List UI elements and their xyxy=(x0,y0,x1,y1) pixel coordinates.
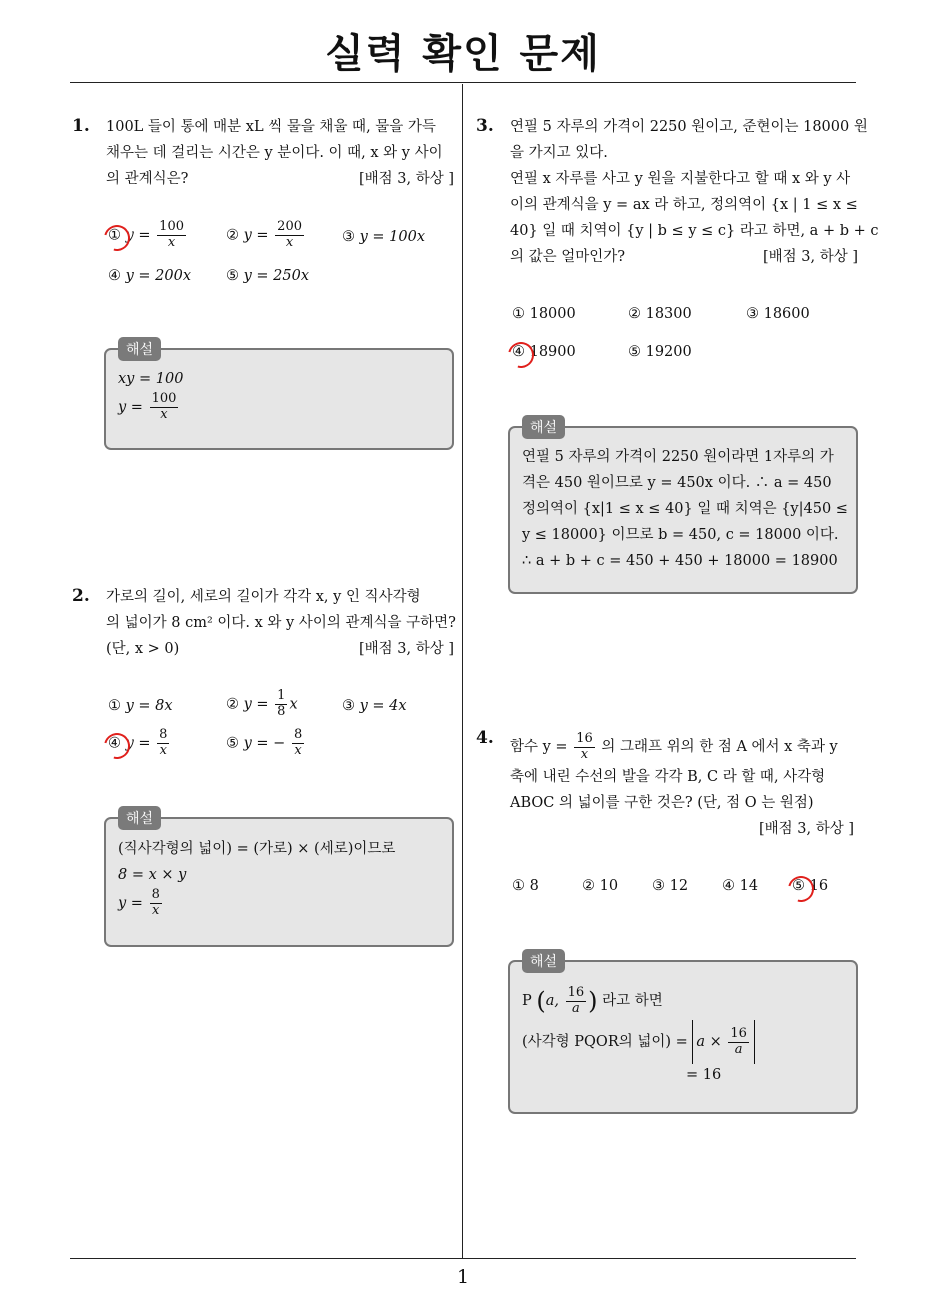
question-line: 40} 일 때 치역이 {y | b ≤ y ≤ c} 라고 하면, a + b + c xyxy=(510,223,879,239)
question-line: 연필 5 자루의 가격이 2250 원이고, 준현이는 18000 원 xyxy=(510,119,868,135)
question-line: 의 값은 얼마인가? xyxy=(510,249,626,265)
question-line: 채우는 데 걸리는 시간은 y 분이다. 이 때, x 와 y 사이 xyxy=(106,145,443,161)
question-text xyxy=(106,584,454,662)
question-number: 2. xyxy=(72,586,90,606)
solution-text: P (a, $\frac{16}{a}$ ) 라고 하면 (사각형 PQOR의 넓이) = a × $\frac{16}{a}$ = 16 xyxy=(522,982,755,1086)
answer-mark-circle xyxy=(503,337,539,373)
option-4[interactable]: ④ y = 200x xyxy=(108,268,192,284)
page-number: 1 xyxy=(456,1266,470,1288)
question-number: 1. xyxy=(72,116,90,136)
option-3[interactable]: ③ y = 100x xyxy=(342,229,426,245)
question-line: 의 넓이가 8 cm² 이다. x 와 y 사이의 관계식을 구하면? xyxy=(106,615,456,631)
question-line: 가로의 길이, 세로의 길이가 각각 x, y 인 직사각형 xyxy=(106,589,421,605)
option-5[interactable]: ⑤ 16 xyxy=(792,878,829,894)
option-4[interactable]: ④ 18900 xyxy=(512,344,576,360)
option-2[interactable]: ② y = $\frac{200}{x}$ xyxy=(226,219,302,250)
option-2[interactable]: ② y = $\frac{1}{8}$ x xyxy=(226,688,298,719)
question-line: 의 관계식은? xyxy=(106,171,189,187)
solution-label: 해설 xyxy=(522,415,565,439)
option-3[interactable]: ③ 18600 xyxy=(746,306,810,322)
option-3[interactable]: ③ 12 xyxy=(652,878,689,894)
question-line: ABOC 의 넓이를 구한 것은? (단, 점 O 는 원점) xyxy=(510,795,814,811)
option-3[interactable]: ③ y = 4x xyxy=(342,698,407,714)
score-label: [배점 3, 하상 ] xyxy=(358,641,454,657)
column-divider xyxy=(462,84,463,1258)
question-text xyxy=(510,114,879,270)
question-line: (단, x > 0) xyxy=(106,641,180,657)
solution-label: 해설 xyxy=(118,806,161,830)
question-text xyxy=(106,114,454,192)
option-2[interactable]: ② 10 xyxy=(582,878,619,894)
option-5[interactable]: ⑤ y = 250x xyxy=(226,268,310,284)
question-number: 3. xyxy=(476,116,494,136)
question-line: 축에 내린 수선의 발을 각각 B, C 라 할 때, 사각형 xyxy=(510,769,826,785)
question-line: 100L 들이 통에 매분 xL 씩 물을 채울 때, 물을 가득 xyxy=(106,119,436,135)
question-number: 4. xyxy=(476,728,494,748)
option-1[interactable]: ① y = 8x xyxy=(108,698,173,714)
option-1[interactable]: ① 8 xyxy=(512,878,539,894)
score-label: [배점 3, 하상 ] xyxy=(762,249,858,265)
bottom-rule xyxy=(70,1258,856,1259)
question-line: 을 가지고 있다. xyxy=(510,145,608,161)
solution-text: 연필 5 자루의 가격이 2250 원이라면 1자루의 가 격은 450 원이므로 y = 450x 이다. ∴ a = 450 정의역이 {x|1 ≤ x ≤ 40} 일 때 치역은 {y|450 ≤ y ≤ 18000} 이므로 b = 450, c = 18000 이다. ∴ a + b + c = 450 + 450 + 18000 = 18900 xyxy=(522,449,848,569)
question-line: 연필 x 자루를 사고 y 원을 지불한다고 할 때 x 와 y 사 xyxy=(510,171,851,187)
score-label: [배점 3, 하상 ] xyxy=(758,821,854,837)
option-4[interactable]: ④ 14 xyxy=(722,878,759,894)
score-label: [배점 3, 하상 ] xyxy=(358,171,454,187)
option-1[interactable]: ① 18000 xyxy=(512,306,576,322)
option-1[interactable]: ① y = $\frac{100}{x}$ xyxy=(108,219,184,250)
question-line: 이의 관계식을 y = ax 라 하고, 정의역이 {x | 1 ≤ x ≤ xyxy=(510,197,858,213)
solution-label: 해설 xyxy=(522,949,565,973)
solution-label: 해설 xyxy=(118,337,161,361)
answer-mark-circle xyxy=(783,871,819,907)
option-5[interactable]: ⑤ y = − $\frac{8}{x}$ xyxy=(226,727,303,758)
solution-text: xy = 100 y = $\frac{100}{x}$ xyxy=(118,371,184,422)
option-2[interactable]: ② 18300 xyxy=(628,306,692,322)
question-text: 함수 y = $\frac{16}{x}$ 의 그래프 위의 한 점 A 에서 x 축과 y 축에 내린 수선의 발을 각각 B, C 라 할 때, 사각형 ABOC 의 넓이를 구한 것은? (단, 점 O 는 원점) [배점 3, 하상 ] xyxy=(510,730,858,842)
top-rule xyxy=(70,82,856,83)
page-title: 실력 확인 문제 xyxy=(325,31,601,77)
option-5[interactable]: ⑤ 19200 xyxy=(628,344,692,360)
option-4[interactable]: ④ y = $\frac{8}{x}$ xyxy=(108,727,168,758)
solution-text: (직사각형의 넓이) = (가로) × (세로)이므로 8 = x × y y = $\frac{8}{x}$ xyxy=(118,841,396,918)
